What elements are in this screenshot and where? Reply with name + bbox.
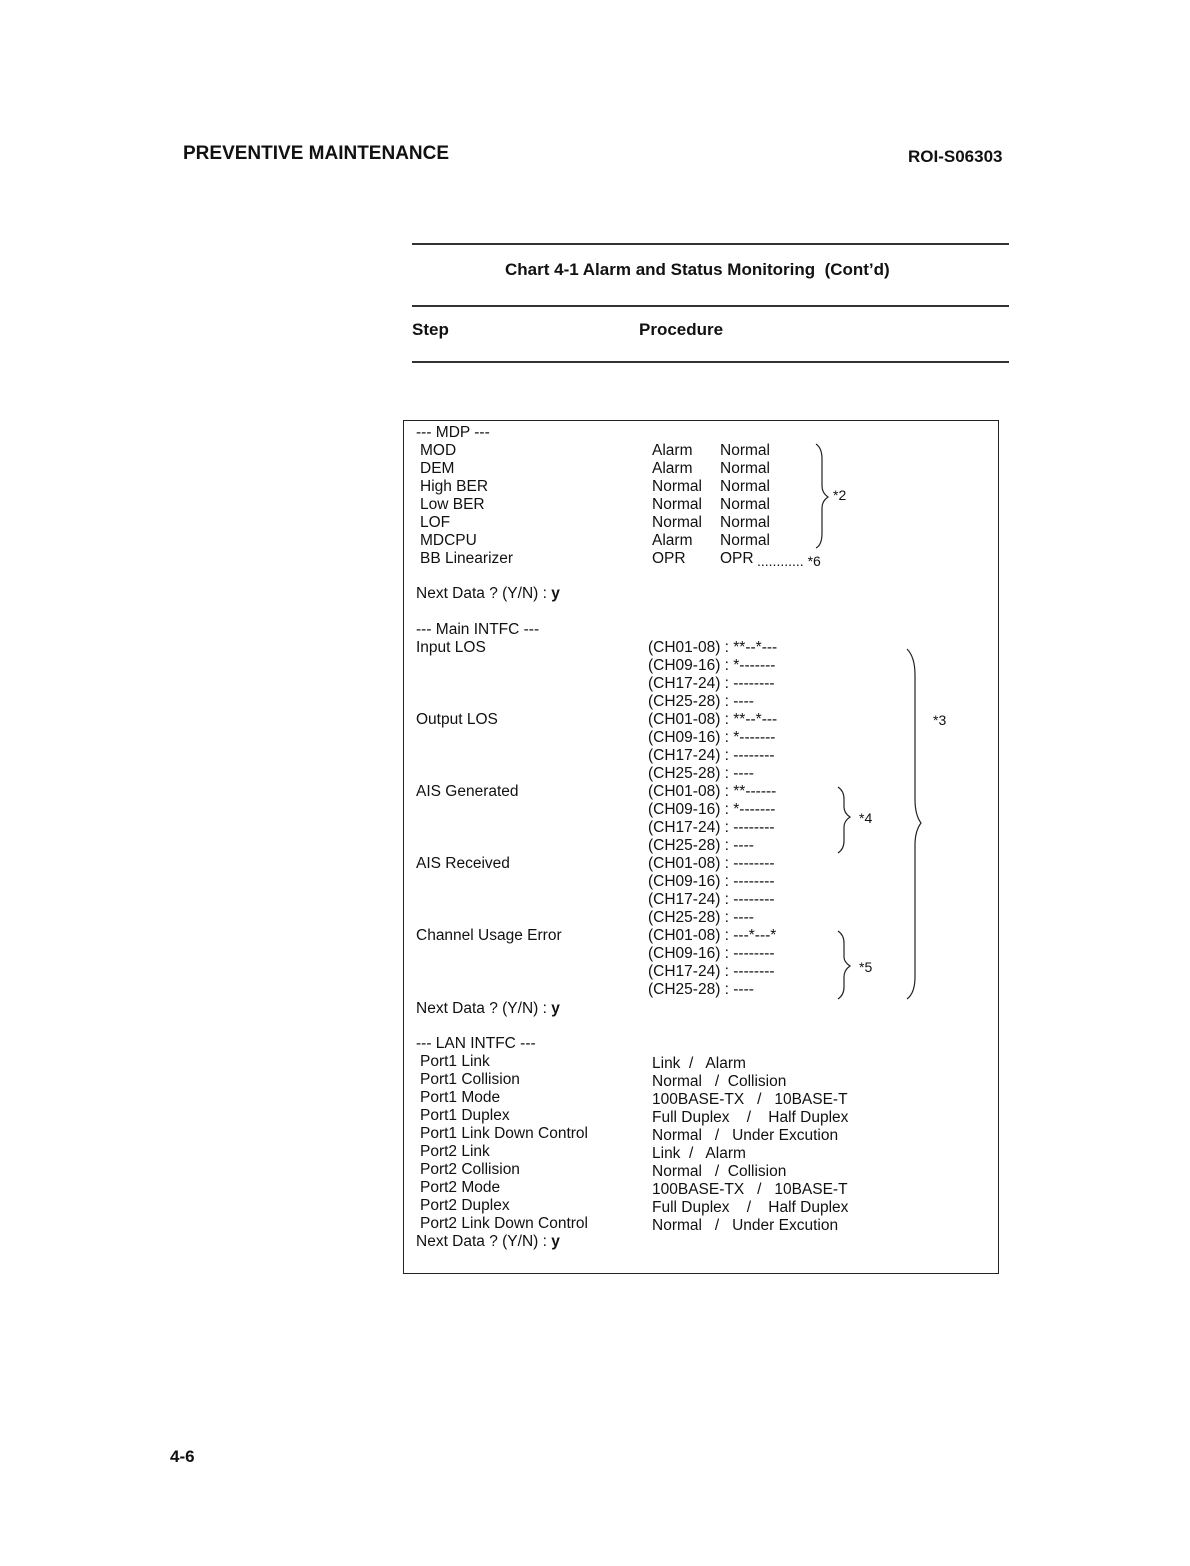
mdp-label-mod: MOD xyxy=(420,442,457,459)
ais-received-ch17-24: (CH17-24) : -------- xyxy=(648,891,775,908)
output-los-ch17-24: (CH17-24) : -------- xyxy=(648,747,775,764)
mdp-state2-low-ber: Normal xyxy=(720,496,770,513)
mdp-state1-low-ber: Normal xyxy=(652,496,702,513)
prompt-answer-3: y xyxy=(551,1233,560,1250)
lan-label-port1-link: Port1 Link xyxy=(420,1053,490,1070)
mdp-state1-lof: Normal xyxy=(652,514,702,531)
mdp-label-low-ber: Low BER xyxy=(420,496,485,513)
prompt-answer-2: y xyxy=(551,1000,560,1017)
ais-received-ch01-08: (CH01-08) : -------- xyxy=(648,855,775,872)
lan-value-port2-collision: Normal / Collision xyxy=(652,1163,787,1180)
note-2: *2 xyxy=(833,487,847,503)
mdp-state2-mod: Normal xyxy=(720,442,770,459)
lan-label-port2-duplex: Port2 Duplex xyxy=(420,1197,510,1214)
terminal-display xyxy=(403,420,999,1274)
lan-label-port1-link-down-control: Port1 Link Down Control xyxy=(420,1125,588,1142)
bracket-note-2 xyxy=(816,444,828,548)
mdp-state2-bb-linearizer: OPR xyxy=(720,550,754,567)
ais-generated-ch01-08: (CH01-08) : **------ xyxy=(648,783,777,800)
prompt-answer-1: y xyxy=(551,585,560,602)
page-number: 4-6 xyxy=(170,1447,195,1466)
next-data-prompt-3: Next Data ? (Y/N) : y xyxy=(416,1233,560,1250)
channel-usage-error-ch17-24: (CH17-24) : -------- xyxy=(648,963,775,980)
mdp-state1-dem: Alarm xyxy=(652,460,693,477)
lan-value-port1-mode: 100BASE-TX / 10BASE-T xyxy=(652,1091,848,1108)
note-3: *3 xyxy=(933,712,947,728)
lan-value-port2-duplex: Full Duplex / Half Duplex xyxy=(652,1199,849,1216)
channel-usage-error-ch25-28: (CH25-28) : ---- xyxy=(648,981,754,998)
lan-value-port1-collision: Normal / Collision xyxy=(652,1073,787,1090)
lan-value-port1-link-down-control: Normal / Under Excution xyxy=(652,1127,839,1144)
lan-label-port2-mode: Port2 Mode xyxy=(420,1179,501,1196)
note-5: *5 xyxy=(859,959,873,975)
bracket-lines xyxy=(404,421,998,1273)
ais-generated-ch25-28: (CH25-28) : ---- xyxy=(648,837,754,854)
lan-value-port2-link: Link / Alarm xyxy=(652,1145,746,1162)
output-los-ch25-28: (CH25-28) : ---- xyxy=(648,765,754,782)
output-los-ch09-16: (CH09-16) : *------- xyxy=(648,729,776,746)
chart-title: Chart 4-1 Alarm and Status Monitoring (Cont’d) xyxy=(505,260,890,279)
input-los-ch01-08: (CH01-08) : **--*--- xyxy=(648,639,778,656)
mdp-state2-dem: Normal xyxy=(720,460,770,477)
channel-usage-error-ch09-16: (CH09-16) : -------- xyxy=(648,945,775,962)
lan-label-port2-link-down-control: Port2 Link Down Control xyxy=(420,1215,588,1232)
label-input-los: Input LOS xyxy=(416,639,486,656)
channel-usage-error-ch01-08: (CH01-08) : ---*---* xyxy=(648,927,777,944)
lan-label-port1-mode: Port1 Mode xyxy=(420,1089,501,1106)
ais-generated-ch09-16: (CH09-16) : *------- xyxy=(648,801,776,818)
lan-label-port2-collision: Port2 Collision xyxy=(420,1161,520,1178)
header-rule xyxy=(412,361,1009,363)
mdp-label-dem: DEM xyxy=(420,460,455,477)
mdp-state1-mod: Alarm xyxy=(652,442,693,459)
section-title: PREVENTIVE MAINTENANCE xyxy=(183,143,450,164)
mdp-state2-high-ber: Normal xyxy=(720,478,770,495)
mdp-state1-mdcpu: Alarm xyxy=(652,532,693,549)
top-rule xyxy=(412,243,1009,245)
lan-value-port1-duplex: Full Duplex / Half Duplex xyxy=(652,1109,849,1126)
ais-generated-ch17-24: (CH17-24) : -------- xyxy=(648,819,775,836)
lan-label-port2-link: Port2 Link xyxy=(420,1143,490,1160)
input-los-ch09-16: (CH09-16) : *------- xyxy=(648,657,776,674)
bracket-note-4 xyxy=(838,787,850,853)
ais-received-ch09-16: (CH09-16) : -------- xyxy=(648,873,775,890)
note-4: *4 xyxy=(859,810,873,826)
output-los-ch01-08: (CH01-08) : **--*--- xyxy=(648,711,778,728)
mdp-label-bb-linearizer: BB Linearizer xyxy=(420,550,514,567)
input-los-ch25-28: (CH25-28) : ---- xyxy=(648,693,754,710)
lan-intfc-heading: --- LAN INTFC --- xyxy=(416,1035,536,1052)
lan-value-port1-link: Link / Alarm xyxy=(652,1055,746,1072)
label-ais-received: AIS Received xyxy=(416,855,510,872)
mdp-heading: --- MDP --- xyxy=(416,424,490,441)
column-header-step: Step xyxy=(412,320,449,339)
lan-value-port2-mode: 100BASE-TX / 10BASE-T xyxy=(652,1181,848,1198)
lan-label-port1-collision: Port1 Collision xyxy=(420,1071,520,1088)
title-rule xyxy=(412,305,1009,307)
document-id: ROI-S06303 xyxy=(908,147,1003,166)
mdp-state1-bb-linearizer: OPR xyxy=(652,550,686,567)
label-output-los: Output LOS xyxy=(416,711,498,728)
mdp-label-high-ber: High BER xyxy=(420,478,489,495)
bracket-note-3 xyxy=(907,649,921,999)
mdp-state2-mdcpu: Normal xyxy=(720,532,770,549)
label-channel-usage-error: Channel Usage Error xyxy=(416,927,562,944)
mdp-label-mdcpu: MDCPU xyxy=(420,532,477,549)
mdp-label-lof: LOF xyxy=(420,514,451,531)
label-ais-generated: AIS Generated xyxy=(416,783,519,800)
lan-label-port1-duplex: Port1 Duplex xyxy=(420,1107,510,1124)
input-los-ch17-24: (CH17-24) : -------- xyxy=(648,675,775,692)
bracket-note-5 xyxy=(838,931,850,999)
next-data-prompt-1: Next Data ? (Y/N) : y xyxy=(416,585,560,602)
column-header-procedure: Procedure xyxy=(639,320,724,339)
mdp-state2-lof: Normal xyxy=(720,514,770,531)
note-6: ............ *6 xyxy=(757,553,821,569)
lan-value-port2-link-down-control: Normal / Under Excution xyxy=(652,1217,839,1234)
main-intfc-heading: --- Main INTFC --- xyxy=(416,621,540,638)
next-data-prompt-2: Next Data ? (Y/N) : y xyxy=(416,1000,560,1017)
mdp-state1-high-ber: Normal xyxy=(652,478,702,495)
ais-received-ch25-28: (CH25-28) : ---- xyxy=(648,909,754,926)
